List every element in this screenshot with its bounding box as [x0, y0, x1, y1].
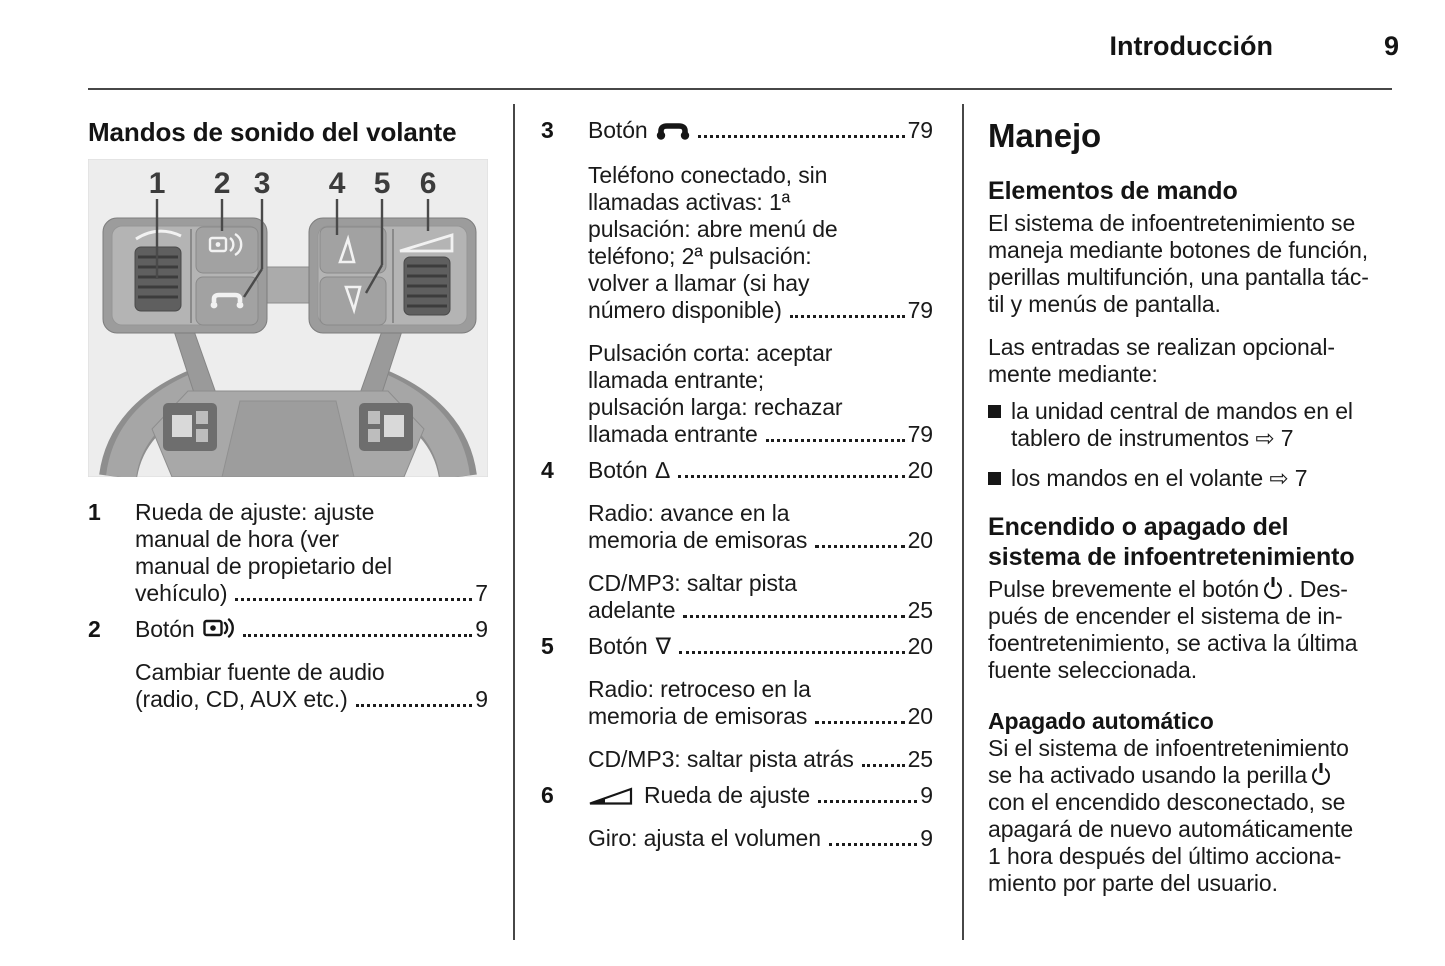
paragraph-auto-off: Si el sistema de infoentretenimiento se ha activado usando la perilla con el encendido desconectado, se apagará de nuevo automáticamente 1 hora después del último acciona- miento por parte del usuario. — [988, 735, 1354, 896]
toc-entry-2 — [88, 616, 488, 643]
toc-line: Rueda de ajuste: ajuste — [135, 499, 375, 525]
seek-down-icon: ∇ — [655, 633, 671, 659]
toc-line: adelante — [588, 597, 676, 623]
column-separator-2 — [962, 104, 964, 940]
toc-line: número disponible) — [588, 297, 782, 323]
middle-column — [541, 104, 933, 852]
toc-line: llamada entrante — [588, 421, 758, 447]
toc-line: CD/MP3: saltar pista — [588, 570, 797, 596]
toc-line: llamadas activas: 1ª — [588, 189, 791, 215]
toc-line: CD/MP3: saltar pista atrás — [588, 746, 854, 772]
subsection-title-on-off: Encendido o apagado del sistema de infoentretenimiento — [988, 513, 1355, 571]
toc-label: Botón — [588, 633, 648, 659]
right-column — [988, 104, 1398, 913]
dotted-leader — [679, 651, 905, 654]
dotted-leader — [235, 598, 472, 601]
toc-line: Radio: avance en la — [588, 500, 790, 526]
audio-source-icon — [203, 616, 235, 643]
bullet-square-icon — [988, 472, 1001, 485]
bullet-square-icon — [988, 405, 1001, 418]
toc-label: Botón — [135, 616, 195, 642]
toc-page-ref: 7 — [475, 580, 488, 606]
toc-page-ref: 9 — [920, 825, 933, 851]
left-toc-list — [88, 499, 488, 713]
header-rule — [88, 88, 1392, 90]
dotted-leader — [356, 704, 473, 707]
paragraph-inputs: Las entradas se realizan opcional- mente mediante: — [988, 334, 1335, 387]
toc-line: Radio: retroceso en la — [588, 676, 811, 702]
toc-line: Pulsación corta: aceptar — [588, 340, 833, 366]
column-separator-1 — [513, 104, 515, 940]
callout-1: 1 — [148, 167, 166, 200]
toc-page-ref: 20 — [907, 633, 933, 659]
toc-page-ref: 20 — [907, 703, 933, 729]
dotted-leader — [698, 135, 905, 138]
toc-page-ref: 25 — [907, 746, 933, 772]
toc-page-ref: 79 — [907, 117, 933, 143]
toc-page-ref: 20 — [907, 457, 933, 483]
toc-page-ref: 9 — [475, 686, 488, 712]
toc-entry-3-detail-1 — [541, 162, 933, 324]
phone-button — [196, 277, 258, 325]
dotted-leader — [243, 634, 473, 637]
pod-connector — [260, 267, 316, 303]
header-section-title: Introducción — [1109, 31, 1273, 61]
toc-line: pulsación: abre menú de — [588, 216, 838, 242]
toc-page-ref: 9 — [475, 616, 488, 642]
steering-wheel-figure — [88, 159, 488, 477]
toc-entry-6-detail — [541, 825, 933, 852]
toc-entry-number: 6 — [541, 782, 554, 808]
toc-line: (radio, CD, AUX etc.) — [135, 686, 348, 712]
toc-entry-4-detail-2 — [541, 570, 933, 624]
toc-line: llamada entrante; — [588, 367, 765, 393]
toc-label: Botón — [588, 117, 648, 143]
toc-line: teléfono; 2ª pulsación: — [588, 243, 812, 269]
callout-5: 5 — [373, 167, 391, 200]
toc-line: manual de hora (ver — [135, 526, 339, 552]
toc-page-ref: 9 — [920, 782, 933, 808]
seek-down-button — [320, 277, 386, 325]
toc-entry-number: 3 — [541, 117, 554, 143]
dotted-leader — [766, 439, 905, 442]
seek-up-button — [320, 227, 386, 273]
dotted-leader — [818, 800, 917, 803]
toc-line: memoria de emisoras — [588, 703, 808, 729]
toc-entry-number: 4 — [541, 457, 554, 483]
toc-entry-5 — [541, 633, 933, 660]
dotted-leader — [829, 843, 917, 846]
callout-3: 3 — [253, 167, 271, 200]
toc-entry-6 — [541, 782, 933, 809]
phone-icon — [656, 117, 690, 144]
toc-line: Giro: ajusta el volumen — [588, 825, 821, 851]
toc-line: memoria de emisoras — [588, 527, 808, 553]
bullet-item-central-unit: la unidad central de mandos en el tablero de instrumentos ⇨ 7 — [988, 398, 1398, 452]
steering-wheel-illustration — [88, 159, 488, 477]
toc-entry-5-detail-1 — [541, 676, 933, 730]
dotted-leader — [862, 764, 905, 767]
callout-6: 6 — [419, 167, 437, 200]
toc-entry-3 — [541, 117, 933, 144]
subsection-title-auto-off: Apagado automático — [988, 708, 1214, 734]
left-column-title: Mandos de sonido del volante — [88, 117, 457, 147]
toc-line: Cambiar fuente de audio — [135, 659, 385, 685]
toc-entry-2-detail — [88, 659, 488, 713]
bullet-item-steering-wheel: los mandos en el volante ⇨ 7 — [988, 465, 1398, 492]
subsection-title-control-elements: Elementos de mando — [988, 177, 1238, 205]
toc-label: Botón — [588, 457, 648, 483]
dotted-leader — [790, 315, 905, 318]
seek-up-icon: ∆ — [655, 457, 670, 483]
power-icon — [1312, 767, 1330, 785]
toc-line: volver a llamar (si hay — [588, 270, 810, 296]
power-icon — [1264, 581, 1282, 599]
section-title: Manejo — [988, 117, 1102, 154]
toc-page-ref: 79 — [907, 297, 933, 323]
callout-4: 4 — [328, 167, 346, 200]
toc-entry-number: 2 — [88, 616, 101, 642]
dotted-leader — [683, 615, 904, 618]
toc-entry-number: 5 — [541, 633, 554, 659]
toc-page-ref: 25 — [907, 597, 933, 623]
toc-line: manual de propietario del — [135, 553, 393, 579]
toc-line: Teléfono conectado, sin — [588, 162, 828, 188]
toc-entry-4 — [541, 457, 933, 484]
left-column — [88, 104, 488, 713]
toc-label: Rueda de ajuste — [644, 782, 811, 808]
toc-entry-1 — [88, 499, 488, 607]
header-page-number: 9 — [1383, 31, 1399, 61]
toc-entry-5-detail-2 — [541, 746, 933, 773]
callout-2: 2 — [213, 167, 231, 200]
toc-line: pulsación larga: rechazar — [588, 394, 843, 420]
toc-line: vehículo) — [135, 580, 228, 606]
toc-page-ref: 20 — [907, 527, 933, 553]
toc-page-ref: 79 — [907, 421, 933, 447]
toc-entry-number: 1 — [88, 499, 101, 525]
dotted-leader — [815, 545, 904, 548]
volume-icon — [588, 782, 644, 809]
paragraph-control-elements: El sistema de infoentretenimiento se maneja mediante botones de función, perillas multifunción, una pantalla tác- til y menús de pantalla. — [988, 210, 1369, 317]
dotted-leader — [678, 475, 905, 478]
dotted-leader — [815, 721, 904, 724]
toc-entry-4-detail-1 — [541, 500, 933, 554]
toc-entry-3-detail-2 — [541, 340, 933, 448]
paragraph-power-on: Pulse brevemente el botón . Des- pués de encender el sistema de in- foentretenimiento, se activa la última fuente seleccionada. — [988, 576, 1358, 683]
